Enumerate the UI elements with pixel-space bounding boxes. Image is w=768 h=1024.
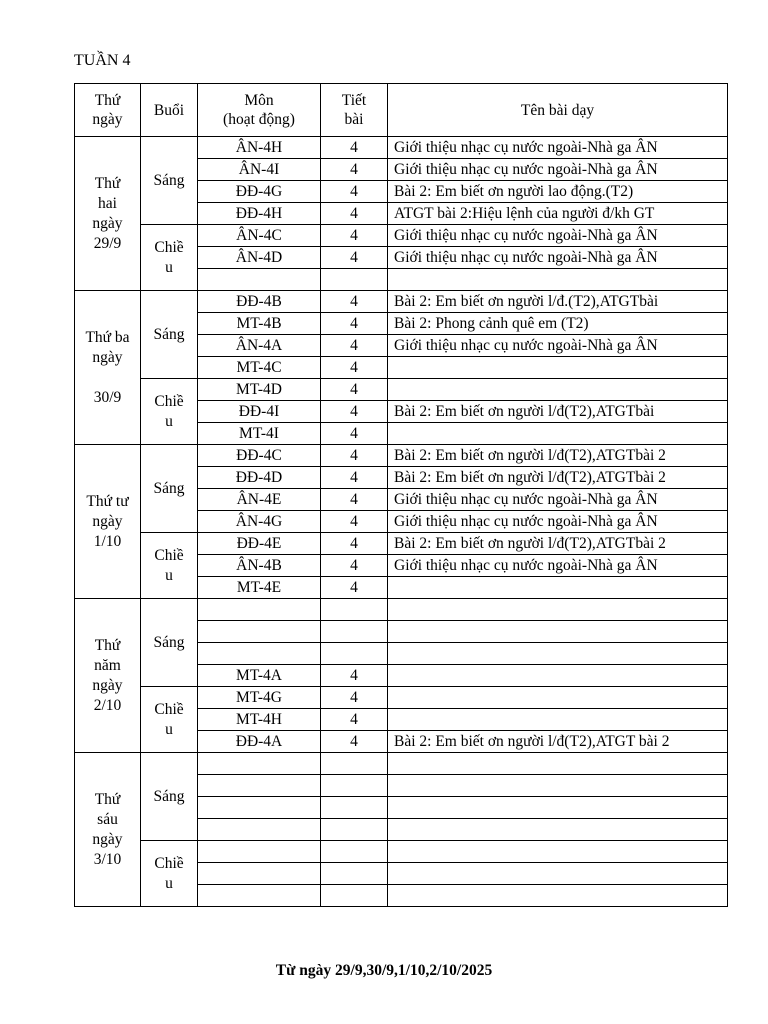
table-row — [75, 379, 728, 401]
period-cell: 4 — [321, 731, 388, 753]
subject-cell: ĐĐ-4D — [198, 467, 321, 489]
header-subject: Môn (hoạt động) — [198, 84, 321, 137]
period-cell — [321, 753, 388, 775]
period-cell: 4 — [321, 225, 388, 247]
period-cell: 4 — [321, 247, 388, 269]
table-row — [75, 291, 728, 313]
lesson-cell — [388, 841, 728, 863]
lesson-cell — [388, 709, 728, 731]
lesson-cell: Bài 2: Em biết ơn người l/đ(T2),ATGTbài — [388, 401, 728, 423]
period-cell: 4 — [321, 555, 388, 577]
lesson-cell — [388, 643, 728, 665]
period-cell — [321, 775, 388, 797]
lesson-cell: Giới thiệu nhạc cụ nước ngoài-Nhà ga ÂN — [388, 159, 728, 181]
lesson-cell: Giới thiệu nhạc cụ nước ngoài-Nhà ga ÂN — [388, 137, 728, 159]
lesson-cell — [388, 819, 728, 841]
subject-cell: ÂN-4I — [198, 159, 321, 181]
subject-cell: ÂN-4G — [198, 511, 321, 533]
lesson-cell: Giới thiệu nhạc cụ nước ngoài-Nhà ga ÂN — [388, 511, 728, 533]
header-session: Buổi — [141, 84, 198, 137]
lesson-cell — [388, 423, 728, 445]
lesson-cell — [388, 577, 728, 599]
subject-cell: ĐĐ-4H — [198, 203, 321, 225]
session-label: Sáng — [141, 445, 198, 533]
period-cell: 4 — [321, 137, 388, 159]
session-label: Chiề u — [141, 225, 198, 291]
day-label: Thứ tư ngày 1/10 — [75, 445, 141, 599]
subject-cell: MT-4H — [198, 709, 321, 731]
period-cell: 4 — [321, 577, 388, 599]
period-cell: 4 — [321, 357, 388, 379]
session-label: Chiề u — [141, 687, 198, 753]
subject-cell: ÂN-4E — [198, 489, 321, 511]
lesson-cell — [388, 775, 728, 797]
subject-cell — [198, 643, 321, 665]
lesson-cell: Giới thiệu nhạc cụ nước ngoài-Nhà ga ÂN — [388, 555, 728, 577]
subject-cell: ĐĐ-4G — [198, 181, 321, 203]
lesson-cell — [388, 863, 728, 885]
lesson-cell — [388, 753, 728, 775]
period-cell — [321, 269, 388, 291]
lesson-cell — [388, 687, 728, 709]
lesson-cell: Bài 2: Em biết ơn người l/đ(T2),ATGTbài 2 — [388, 467, 728, 489]
subject-cell: ÂN-4C — [198, 225, 321, 247]
lesson-cell: Giới thiệu nhạc cụ nước ngoài-Nhà ga ÂN — [388, 225, 728, 247]
lesson-cell: Giới thiệu nhạc cụ nước ngoài-Nhà ga ÂN — [388, 489, 728, 511]
lesson-cell — [388, 621, 728, 643]
subject-cell: ĐĐ-4A — [198, 731, 321, 753]
day-label: Thứ ba ngày 30/9 — [75, 291, 141, 445]
lesson-cell — [388, 599, 728, 621]
period-cell: 4 — [321, 687, 388, 709]
period-cell — [321, 797, 388, 819]
period-cell: 4 — [321, 533, 388, 555]
period-cell: 4 — [321, 489, 388, 511]
table-row — [75, 687, 728, 709]
table-row — [75, 599, 728, 621]
lesson-cell — [388, 885, 728, 907]
header-lesson: Tên bài dạy — [388, 84, 728, 137]
subject-cell — [198, 863, 321, 885]
subject-cell — [198, 797, 321, 819]
table-row — [75, 533, 728, 555]
day-label: Thứ năm ngày 2/10 — [75, 599, 141, 753]
period-cell: 4 — [321, 665, 388, 687]
lesson-cell: Bài 2: Em biết ơn người l/đ.(T2),ATGTbài — [388, 291, 728, 313]
period-cell — [321, 885, 388, 907]
subject-cell: MT-4B — [198, 313, 321, 335]
lesson-cell — [388, 269, 728, 291]
session-label: Sáng — [141, 753, 198, 841]
subject-cell: ÂN-4D — [198, 247, 321, 269]
lesson-cell: Bài 2: Em biết ơn người l/đ(T2),ATGTbài 2 — [388, 445, 728, 467]
subject-cell: ÂN-4H — [198, 137, 321, 159]
subject-cell — [198, 819, 321, 841]
subject-cell: ĐĐ-4I — [198, 401, 321, 423]
period-cell — [321, 841, 388, 863]
period-cell: 4 — [321, 709, 388, 731]
period-cell: 4 — [321, 467, 388, 489]
session-label: Chiề u — [141, 841, 198, 907]
period-cell: 4 — [321, 401, 388, 423]
session-label: Sáng — [141, 599, 198, 687]
period-cell — [321, 819, 388, 841]
table-row — [75, 753, 728, 775]
period-cell: 4 — [321, 181, 388, 203]
subject-cell: MT-4G — [198, 687, 321, 709]
period-cell: 4 — [321, 203, 388, 225]
header-day: Thứ ngày — [75, 84, 141, 137]
period-cell: 4 — [321, 291, 388, 313]
lesson-cell — [388, 357, 728, 379]
session-label: Sáng — [141, 137, 198, 225]
period-cell: 4 — [321, 511, 388, 533]
lesson-cell: Giới thiệu nhạc cụ nước ngoài-Nhà ga ÂN — [388, 247, 728, 269]
table-row — [75, 225, 728, 247]
subject-cell: MT-4D — [198, 379, 321, 401]
subject-cell — [198, 775, 321, 797]
lesson-cell: Bài 2: Phong cảnh quê em (T2) — [388, 313, 728, 335]
subject-cell: MT-4I — [198, 423, 321, 445]
period-cell: 4 — [321, 379, 388, 401]
lesson-cell — [388, 379, 728, 401]
subject-cell — [198, 841, 321, 863]
period-cell — [321, 621, 388, 643]
table-row — [75, 137, 728, 159]
day-label: Thứ hai ngày 29/9 — [75, 137, 141, 291]
subject-cell — [198, 269, 321, 291]
subject-cell — [198, 753, 321, 775]
period-cell — [321, 599, 388, 621]
period-cell: 4 — [321, 445, 388, 467]
period-cell — [321, 643, 388, 665]
subject-cell — [198, 885, 321, 907]
lesson-cell: ATGT bài 2:Hiệu lệnh của người đ/kh GT — [388, 203, 728, 225]
subject-cell: ÂN-4A — [198, 335, 321, 357]
lesson-cell: Giới thiệu nhạc cụ nước ngoài-Nhà ga ÂN — [388, 335, 728, 357]
subject-cell: ÂN-4B — [198, 555, 321, 577]
period-cell: 4 — [321, 335, 388, 357]
subject-cell: ĐĐ-4B — [198, 291, 321, 313]
lesson-cell — [388, 797, 728, 819]
subject-cell — [198, 621, 321, 643]
footer-date-range: Từ ngày 29/9,30/9,1/10,2/10/2025 — [275, 962, 493, 979]
header-row — [75, 84, 728, 137]
period-cell: 4 — [321, 423, 388, 445]
lesson-cell — [388, 665, 728, 687]
subject-cell: ĐĐ-4E — [198, 533, 321, 555]
schedule-table — [74, 83, 728, 907]
header-period: Tiết bài — [321, 84, 388, 137]
subject-cell: MT-4C — [198, 357, 321, 379]
period-cell: 4 — [321, 313, 388, 335]
period-cell — [321, 863, 388, 885]
lesson-cell: Bài 2: Em biết ơn người lao động.(T2) — [388, 181, 728, 203]
week-title: TUẦN 4 — [74, 52, 131, 69]
lesson-cell: Bài 2: Em biết ơn người l/đ(T2),ATGT bài 2 — [388, 731, 728, 753]
table-row — [75, 445, 728, 467]
subject-cell — [198, 599, 321, 621]
period-cell: 4 — [321, 159, 388, 181]
lesson-cell: Bài 2: Em biết ơn người l/đ(T2),ATGTbài 2 — [388, 533, 728, 555]
schedule-body — [75, 137, 728, 907]
subject-cell: MT-4E — [198, 577, 321, 599]
table-row — [75, 841, 728, 863]
session-label: Sáng — [141, 291, 198, 379]
session-label: Chiề u — [141, 533, 198, 599]
day-label: Thứ sáu ngày 3/10 — [75, 753, 141, 907]
session-label: Chiề u — [141, 379, 198, 445]
subject-cell: MT-4A — [198, 665, 321, 687]
subject-cell: ĐĐ-4C — [198, 445, 321, 467]
